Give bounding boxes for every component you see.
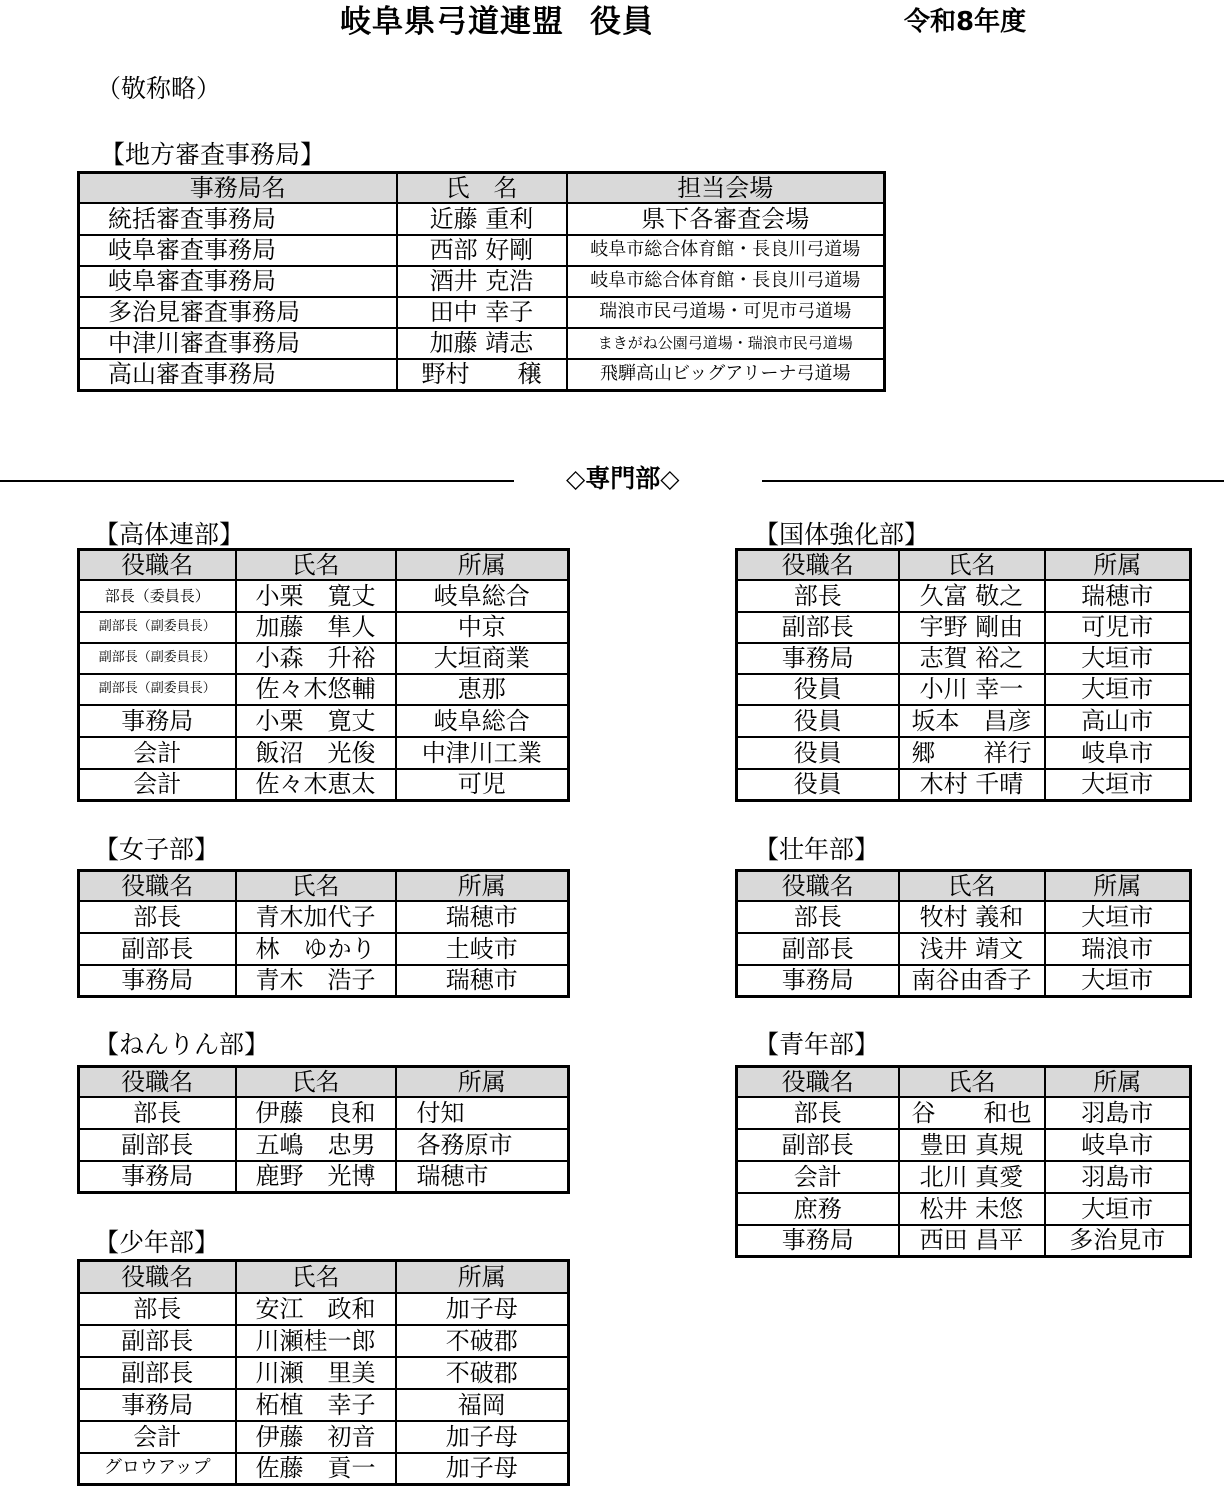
table-row (79, 1325, 569, 1357)
affiliation-cell: 大垣市 (1045, 901, 1191, 933)
affiliation-cell: 不破郡 (396, 1357, 569, 1389)
affiliation-cell: 各務原市 (396, 1129, 569, 1161)
name-cell: 浅井 靖文 (899, 933, 1045, 965)
divider-right (762, 480, 1224, 482)
title-main: 岐阜県弓道連盟 (340, 4, 564, 40)
role-cell: 役員 (737, 737, 899, 769)
table-row (737, 901, 1191, 933)
table-row (79, 235, 885, 266)
affiliation-cell: 土岐市 (396, 933, 569, 965)
header-cell: 所属 (1045, 550, 1191, 580)
name-cell: 郷 祥行 (899, 737, 1045, 769)
affiliation-cell: 大垣市 (1045, 769, 1191, 801)
affiliation-cell: 瑞穂市 (1045, 580, 1191, 612)
name-cell: 西田 昌平 (899, 1225, 1045, 1257)
role-cell: 副部長（副委員長） (79, 674, 236, 705)
venue-cell: 岐阜市総合体育館・長良川弓道場 (567, 235, 885, 266)
role-cell: 副部長 (79, 933, 236, 965)
table-row (737, 1097, 1191, 1129)
name-cell: 佐々木恵太 (236, 769, 396, 801)
affiliation-cell: 可児市 (1045, 612, 1191, 643)
name-cell: 青木加代子 (236, 901, 396, 933)
name-cell: 伊藤 初音 (236, 1421, 396, 1453)
koutairen-table (77, 548, 570, 802)
role-cell: 役員 (737, 705, 899, 737)
name-cell: 加藤 靖志 (397, 328, 567, 359)
name-cell: 北川 真愛 (899, 1161, 1045, 1193)
affiliation-cell: 加子母 (396, 1421, 569, 1453)
name-cell: 志賀 裕之 (899, 643, 1045, 674)
name-cell: 小栗 寛丈 (236, 705, 396, 737)
table-header-row (79, 1067, 569, 1097)
role-cell: 部長（委員長） (79, 580, 236, 612)
table-row (737, 1129, 1191, 1161)
section-title-shounen: 【少年部】 (94, 1228, 220, 1257)
table-row (737, 1161, 1191, 1193)
joshi-table (77, 869, 570, 998)
venue-cell: 県下各審査会場 (567, 203, 885, 235)
table-row (79, 674, 569, 705)
name-cell: 松井 未悠 (899, 1193, 1045, 1225)
table-row (79, 359, 885, 391)
role-cell: 事務局 (79, 1161, 236, 1193)
affiliation-cell: 福岡 (396, 1389, 569, 1421)
table-row (79, 643, 569, 674)
header-cell: 所属 (396, 871, 569, 901)
name-cell: 宇野 剛由 (899, 612, 1045, 643)
name-cell: 佐々木悠輔 (236, 674, 396, 705)
name-cell: 田中 幸子 (397, 297, 567, 328)
section-title-sounen: 【壮年部】 (754, 835, 880, 864)
role-cell: 会計 (79, 769, 236, 801)
table-row (79, 1421, 569, 1453)
table-row (79, 1097, 569, 1129)
name-cell: 飯沼 光俊 (236, 737, 396, 769)
section-title-koutairen: 【高体連部】 (94, 520, 245, 549)
header-cell: 役職名 (79, 1261, 236, 1293)
name-cell: 加藤 隼人 (236, 612, 396, 643)
table-row (79, 1389, 569, 1421)
office-cell: 高山審査事務局 (79, 359, 397, 391)
fiscal-year: 令和8年度 (904, 7, 1027, 37)
venue-cell: 瑞浪市民弓道場・可児市弓道場 (567, 297, 885, 328)
section-title-nenrin: 【ねんりん部】 (94, 1030, 270, 1059)
table-row (737, 1225, 1191, 1257)
affiliation-cell: 羽島市 (1045, 1097, 1191, 1129)
table-row (79, 297, 885, 328)
affiliation-cell: 岐阜総合 (396, 705, 569, 737)
name-cell: 小川 幸一 (899, 674, 1045, 705)
affiliation-cell: 大垣市 (1045, 674, 1191, 705)
header-cell: 氏名 (899, 550, 1045, 580)
table-header-row (79, 871, 569, 901)
title-sub: 役員 (590, 4, 654, 40)
role-cell: 部長 (79, 1293, 236, 1325)
header-cell: 所属 (396, 1261, 569, 1293)
name-cell: 木村 千晴 (899, 769, 1045, 801)
table-row (79, 203, 885, 235)
name-cell: 柘植 幸子 (236, 1389, 396, 1421)
office-cell: 岐阜審査事務局 (79, 235, 397, 266)
chihou-table (77, 171, 886, 392)
role-cell: 部長 (79, 901, 236, 933)
header-cell: 役職名 (737, 550, 899, 580)
affiliation-cell: 高山市 (1045, 705, 1191, 737)
venue-cell: まきがね公園弓道場・瑞浪市民弓道場 (567, 328, 885, 359)
section-title-chihou: 【地方審査事務局】 (100, 140, 326, 169)
role-cell: 副部長 (79, 1357, 236, 1389)
name-cell: 坂本 昌彦 (899, 705, 1045, 737)
affiliation-cell: 瑞穂市 (396, 901, 569, 933)
affiliation-cell: 岐阜市 (1045, 737, 1191, 769)
name-cell: 牧村 義和 (899, 901, 1045, 933)
table-row (79, 1357, 569, 1389)
table-row (79, 705, 569, 737)
header-cell: 氏名 (236, 1261, 396, 1293)
name-cell: 酒井 克浩 (397, 266, 567, 297)
section-title-senmon: ◇専門部◇ (566, 464, 680, 493)
role-cell: 役員 (737, 769, 899, 801)
role-cell: 副部長 (79, 1129, 236, 1161)
name-cell: 佐藤 貢一 (236, 1453, 396, 1485)
name-cell: 小栗 寛丈 (236, 580, 396, 612)
affiliation-cell: 瑞穂市 (396, 965, 569, 997)
table-row (737, 965, 1191, 997)
table-row (737, 643, 1191, 674)
affiliation-cell: 岐阜市 (1045, 1129, 1191, 1161)
nenrin-table (77, 1065, 570, 1194)
table-row (737, 705, 1191, 737)
name-cell: 林 ゆかり (236, 933, 396, 965)
table-row (737, 612, 1191, 643)
table-row (737, 674, 1191, 705)
affiliation-cell: 可児 (396, 769, 569, 801)
venue-cell: 岐阜市総合体育館・長良川弓道場 (567, 266, 885, 297)
role-cell: 会計 (737, 1161, 899, 1193)
table-row (79, 266, 885, 297)
role-cell: 会計 (79, 737, 236, 769)
header-cell: 役職名 (79, 871, 236, 901)
name-cell: 鹿野 光博 (236, 1161, 396, 1193)
header-cell: 事務局名 (79, 173, 397, 203)
name-cell: 安江 政和 (236, 1293, 396, 1325)
name-cell: 小森 升裕 (236, 643, 396, 674)
table-row (79, 769, 569, 801)
header-cell: 役職名 (79, 1067, 236, 1097)
name-cell: 五嶋 忠男 (236, 1129, 396, 1161)
role-cell: 部長 (79, 1097, 236, 1129)
affiliation-cell: 瑞浪市 (1045, 933, 1191, 965)
header-cell: 氏名 (236, 871, 396, 901)
kokutai-table (735, 548, 1192, 802)
role-cell: 事務局 (737, 1225, 899, 1257)
table-row (79, 1129, 569, 1161)
role-cell: 部長 (737, 580, 899, 612)
table-row (79, 901, 569, 933)
name-cell: 野村 穣 (397, 359, 567, 391)
table-header-row (737, 1067, 1191, 1097)
header-cell: 氏名 (899, 871, 1045, 901)
header-cell: 役職名 (79, 550, 236, 580)
shounen-table (77, 1259, 570, 1486)
table-row (79, 933, 569, 965)
role-cell: 事務局 (79, 705, 236, 737)
table-row (79, 1453, 569, 1485)
role-cell: 役員 (737, 674, 899, 705)
affiliation-cell: 大垣商業 (396, 643, 569, 674)
table-row (79, 328, 885, 359)
table-header-row (737, 550, 1191, 580)
name-cell: 豊田 真規 (899, 1129, 1045, 1161)
section-title-kokutai: 【国体強化部】 (754, 520, 930, 549)
affiliation-cell: 大垣市 (1045, 965, 1191, 997)
affiliation-cell: 瑞穂市 (396, 1161, 569, 1193)
office-cell: 岐阜審査事務局 (79, 266, 397, 297)
role-cell: 庶務 (737, 1193, 899, 1225)
table-row (737, 580, 1191, 612)
role-cell: 副部長 (79, 1325, 236, 1357)
header-cell: 役職名 (737, 1067, 899, 1097)
header-cell: 役職名 (737, 871, 899, 901)
section-title-joshi: 【女子部】 (94, 835, 220, 864)
affiliation-cell: 加子母 (396, 1453, 569, 1485)
office-cell: 統括審査事務局 (79, 203, 397, 235)
role-cell: 副部長（副委員長） (79, 612, 236, 643)
table-row (79, 737, 569, 769)
table-row (79, 1161, 569, 1193)
affiliation-cell: 付知 (396, 1097, 569, 1129)
header-cell: 所属 (396, 550, 569, 580)
role-cell: 副部長 (737, 933, 899, 965)
section-title-seinen: 【青年部】 (754, 1030, 880, 1059)
table-row (79, 580, 569, 612)
header-cell: 所属 (1045, 871, 1191, 901)
role-cell: 事務局 (79, 965, 236, 997)
name-cell: 青木 浩子 (236, 965, 396, 997)
role-cell: グロウアップ (79, 1453, 236, 1485)
role-cell: 副部長（副委員長） (79, 643, 236, 674)
affiliation-cell: 多治見市 (1045, 1225, 1191, 1257)
affiliation-cell: 羽島市 (1045, 1161, 1191, 1193)
seinen-table (735, 1065, 1192, 1258)
table-header-row (79, 1261, 569, 1293)
sounen-table (735, 869, 1192, 998)
name-cell: 西部 好剛 (397, 235, 567, 266)
divider-left (0, 480, 514, 482)
table-header-row (737, 871, 1191, 901)
header-cell: 担当会場 (567, 173, 885, 203)
name-cell: 伊藤 良和 (236, 1097, 396, 1129)
role-cell: 事務局 (737, 643, 899, 674)
role-cell: 事務局 (737, 965, 899, 997)
table-row (79, 1293, 569, 1325)
name-cell: 近藤 重利 (397, 203, 567, 235)
name-cell: 谷 和也 (899, 1097, 1045, 1129)
role-cell: 副部長 (737, 1129, 899, 1161)
table-row (737, 1193, 1191, 1225)
table-header-row (79, 173, 885, 203)
header-cell: 氏 名 (397, 173, 567, 203)
affiliation-cell: 岐阜総合 (396, 580, 569, 612)
role-cell: 会計 (79, 1421, 236, 1453)
role-cell: 部長 (737, 901, 899, 933)
affiliation-cell: 恵那 (396, 674, 569, 705)
name-cell: 川瀬 里美 (236, 1357, 396, 1389)
affiliation-cell: 中京 (396, 612, 569, 643)
name-cell: 川瀬桂一郎 (236, 1325, 396, 1357)
table-row (737, 933, 1191, 965)
role-cell: 部長 (737, 1097, 899, 1129)
affiliation-cell: 不破郡 (396, 1325, 569, 1357)
honorific-note: （敬称略） (96, 74, 222, 103)
table-row (737, 769, 1191, 801)
header-cell: 氏名 (236, 1067, 396, 1097)
office-cell: 多治見審査事務局 (79, 297, 397, 328)
header-cell: 氏名 (236, 550, 396, 580)
name-cell: 南谷由香子 (899, 965, 1045, 997)
header-cell: 氏名 (899, 1067, 1045, 1097)
header-cell: 所属 (1045, 1067, 1191, 1097)
header-cell: 所属 (396, 1067, 569, 1097)
affiliation-cell: 大垣市 (1045, 643, 1191, 674)
table-row (79, 965, 569, 997)
role-cell: 事務局 (79, 1389, 236, 1421)
table-row (737, 737, 1191, 769)
name-cell: 久富 敬之 (899, 580, 1045, 612)
table-header-row (79, 550, 569, 580)
role-cell: 副部長 (737, 612, 899, 643)
affiliation-cell: 中津川工業 (396, 737, 569, 769)
venue-cell: 飛騨高山ビッグアリーナ弓道場 (567, 359, 885, 391)
office-cell: 中津川審査事務局 (79, 328, 397, 359)
affiliation-cell: 大垣市 (1045, 1193, 1191, 1225)
affiliation-cell: 加子母 (396, 1293, 569, 1325)
table-row (79, 612, 569, 643)
page-title (340, 2, 654, 42)
